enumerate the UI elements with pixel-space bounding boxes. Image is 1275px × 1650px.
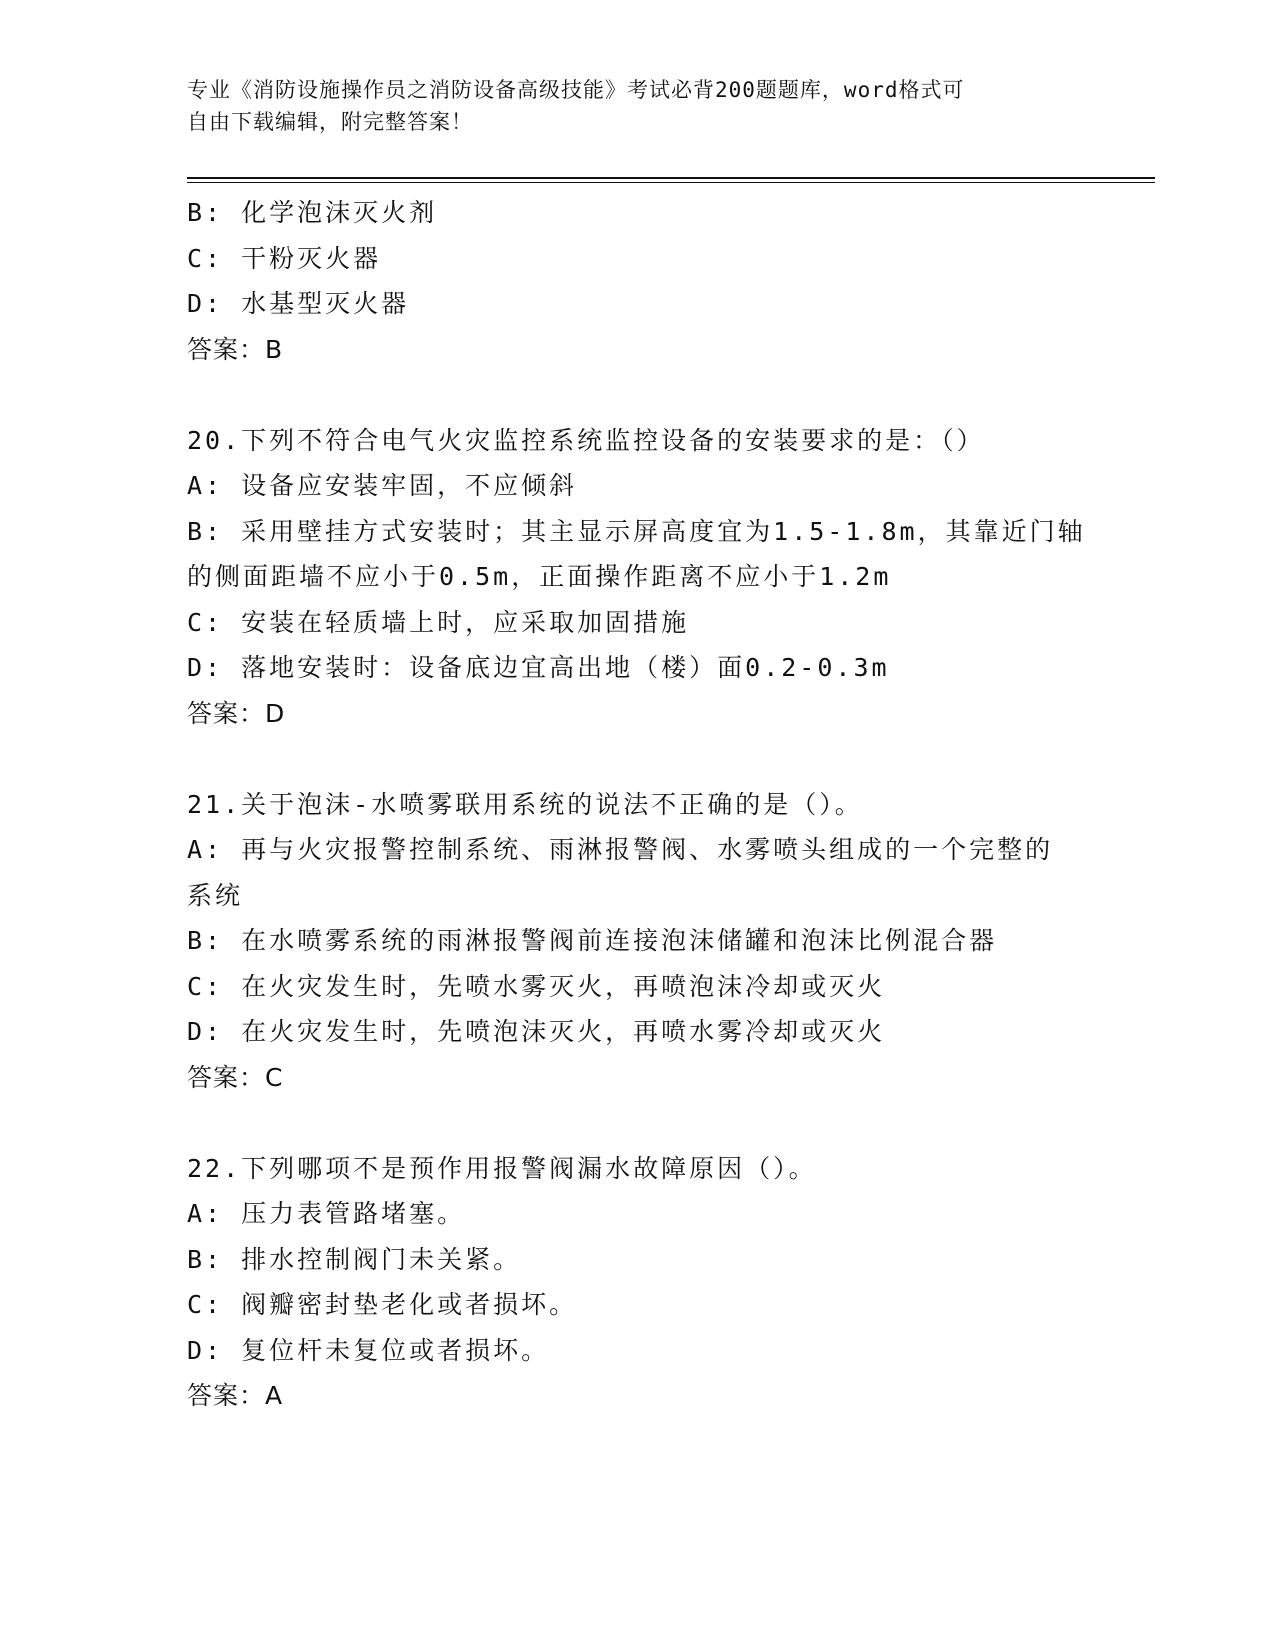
answer-line: 答案：B — [187, 334, 284, 364]
header-line-1: 专业《消防设施操作员之消防设备高级技能》考试必背200题题库，word格式可 — [187, 78, 965, 102]
option-line: D: 水基型灭火器 — [187, 289, 410, 318]
option-line: B: 采用壁挂方式安装时；其主显示屏高度宜为1.5-1.8m，其靠近门轴 — [187, 516, 1086, 546]
answer-line: 答案：A — [187, 1381, 284, 1410]
question-21 — [187, 782, 1087, 1101]
header-line-2: 自由下载编辑，附完整答案！ — [187, 110, 473, 134]
option-line: 系统 — [187, 880, 244, 910]
option-line: C: 干粉灭火器 — [187, 243, 382, 273]
option-line: C: 阀瓣密封垫老化或者损坏。 — [187, 1290, 578, 1319]
question-stem: 21.关于泡沫-水喷雾联用系统的说法不正确的是（）。 — [187, 789, 863, 819]
option-line: B: 化学泡沫灭火剂 — [187, 198, 438, 227]
option-line: D: 在火灾发生时，先喷泡沫灭火，再喷水雾冷却或灭火 — [187, 1017, 886, 1046]
option-line: A: 再与火灾报警控制系统、雨淋报警阀、水雾喷头组成的一个完整的 — [187, 835, 1054, 864]
spacer — [187, 736, 1087, 782]
document-body — [187, 190, 1087, 1419]
option-line: A: 压力表管路堵塞。 — [187, 1199, 466, 1228]
option-line: C: 安装在轻质墙上时，应采取加固措施 — [187, 607, 690, 637]
page-header — [187, 74, 1087, 138]
option-line: C: 在火灾发生时，先喷水雾灭火，再喷泡沫冷却或灭火 — [187, 971, 886, 1001]
header-divider — [187, 177, 1155, 183]
spacer — [187, 372, 1087, 418]
question-22 — [187, 1146, 1087, 1419]
question-stem: 22.下列哪项不是预作用报警阀漏水故障原因（）。 — [187, 1153, 817, 1183]
option-line: D: 复位杆未复位或者损坏。 — [187, 1335, 550, 1365]
option-line: B: 排水控制阀门未关紧。 — [187, 1244, 522, 1274]
option-line: A: 设备应安装牢固，不应倾斜 — [187, 471, 578, 500]
option-line: B: 在水喷雾系统的雨淋报警阀前连接泡沫储罐和泡沫比例混合器 — [187, 926, 998, 955]
prev-question-block — [187, 190, 1087, 372]
answer-line: 答案：C — [187, 1062, 284, 1092]
option-line: D: 落地安装时：设备底边宜高出地（楼）面0.2-0.3m — [187, 653, 890, 682]
question-20 — [187, 418, 1087, 737]
option-line: 的侧面距墙不应小于0.5m，正面操作距离不应小于1.2m — [187, 562, 892, 591]
question-stem: 20.下列不符合电气火灾监控系统监控设备的安装要求的是：（） — [187, 425, 985, 455]
answer-line: 答案：D — [187, 698, 286, 728]
spacer — [187, 1100, 1087, 1146]
